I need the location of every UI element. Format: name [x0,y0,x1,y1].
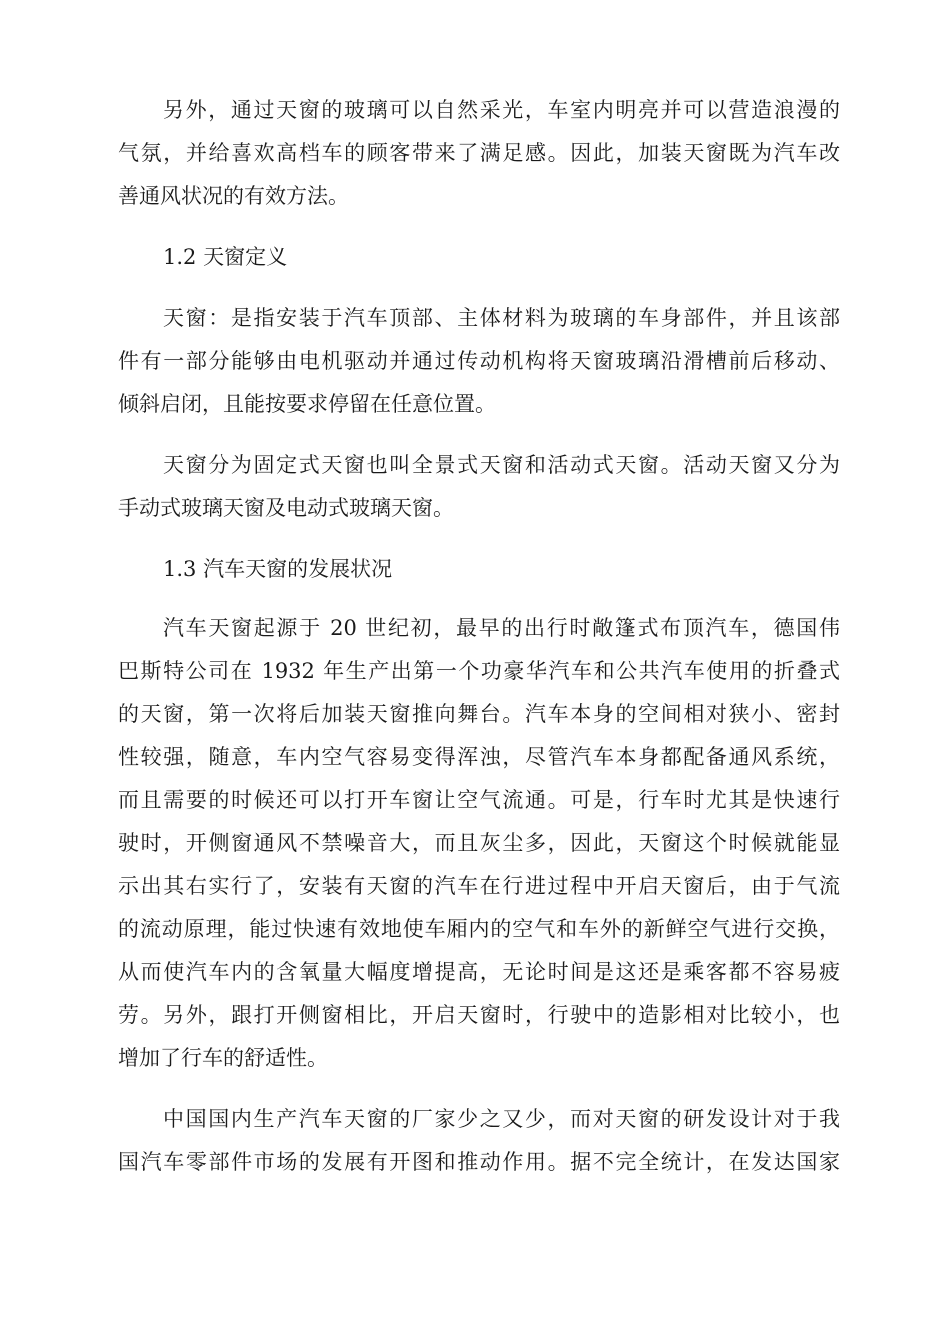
paragraph-line: 劳。另外，跟打开侧窗相比，开启天窗时，行驶中的造影相对比较小，也 [118,1003,840,1027]
paragraph-line: 天窗分为固定式天窗也叫全景式天窗和活动式天窗。活动天窗又分为 [163,453,840,477]
paragraph-line: 手动式玻璃天窗及电动式玻璃天窗。 [118,496,454,520]
paragraph-line: 增加了行车的舒适性。 [118,1046,328,1070]
paragraph-line: 中国国内生产汽车天窗的厂家少之又少，而对天窗的研发设计对于我 [163,1107,840,1131]
paragraph-line: 天窗：是指安装于汽车顶部、主体材料为玻璃的车身部件，并且该部 [163,306,840,330]
paragraph-line: 善通风状况的有效方法。 [118,184,349,208]
paragraph-line: 汽车天窗起源于 20 世纪初，最早的出行时敞篷式布顶汽车，德国伟 [163,616,840,640]
paragraph-line: 另外，通过天窗的玻璃可以自然采光，车室内明亮并可以营造浪漫的 [163,98,840,122]
paragraph-line: 而且需要的时候还可以打开车窗让空气流通。可是，行车时尤其是快速行 [118,788,840,812]
paragraph-line: 件有一部分能够由电机驱动并通过传动机构将天窗玻璃沿滑槽前后移动、 [118,349,840,373]
paragraph-line: 倾斜启闭，且能按要求停留在任意位置。 [118,392,496,416]
paragraph-line: 气氛，并给喜欢高档车的顾客带来了满足感。因此，加装天窗既为汽车改 [118,141,840,165]
paragraph-line: 巴斯特公司在 1932 年生产出第一个功豪华汽车和公共汽车使用的折叠式 [118,659,840,683]
paragraph-line: 示出其右实行了，安装有天窗的汽车在行进过程中开启天窗后，由于气流 [118,874,840,898]
paragraph-line: 性较强，随意，车内空气容易变得浑浊，尽管汽车本身都配备通风系统， [118,745,840,769]
section-heading: 1.2 天窗定义 [163,245,288,269]
paragraph-line: 的天窗，第一次将后加装天窗推向舞台。汽车本身的空间相对狭小、密封 [118,702,840,726]
paragraph-line: 的流动原理，能过快速有效地使车厢内的空气和车外的新鲜空气进行交换， [118,917,840,941]
paragraph-line: 驶时，开侧窗通风不禁噪音大，而且灰尘多，因此，天窗这个时候就能显 [118,831,840,855]
paragraph-line: 从而使汽车内的含氧量大幅度增提高，无论时间是这还是乘客都不容易疲 [118,960,840,984]
paragraph-line: 国汽车零部件市场的发展有开图和推动作用。据不完全统计，在发达国家 [118,1150,840,1174]
section-heading: 1.3 汽车天窗的发展状况 [163,557,393,581]
